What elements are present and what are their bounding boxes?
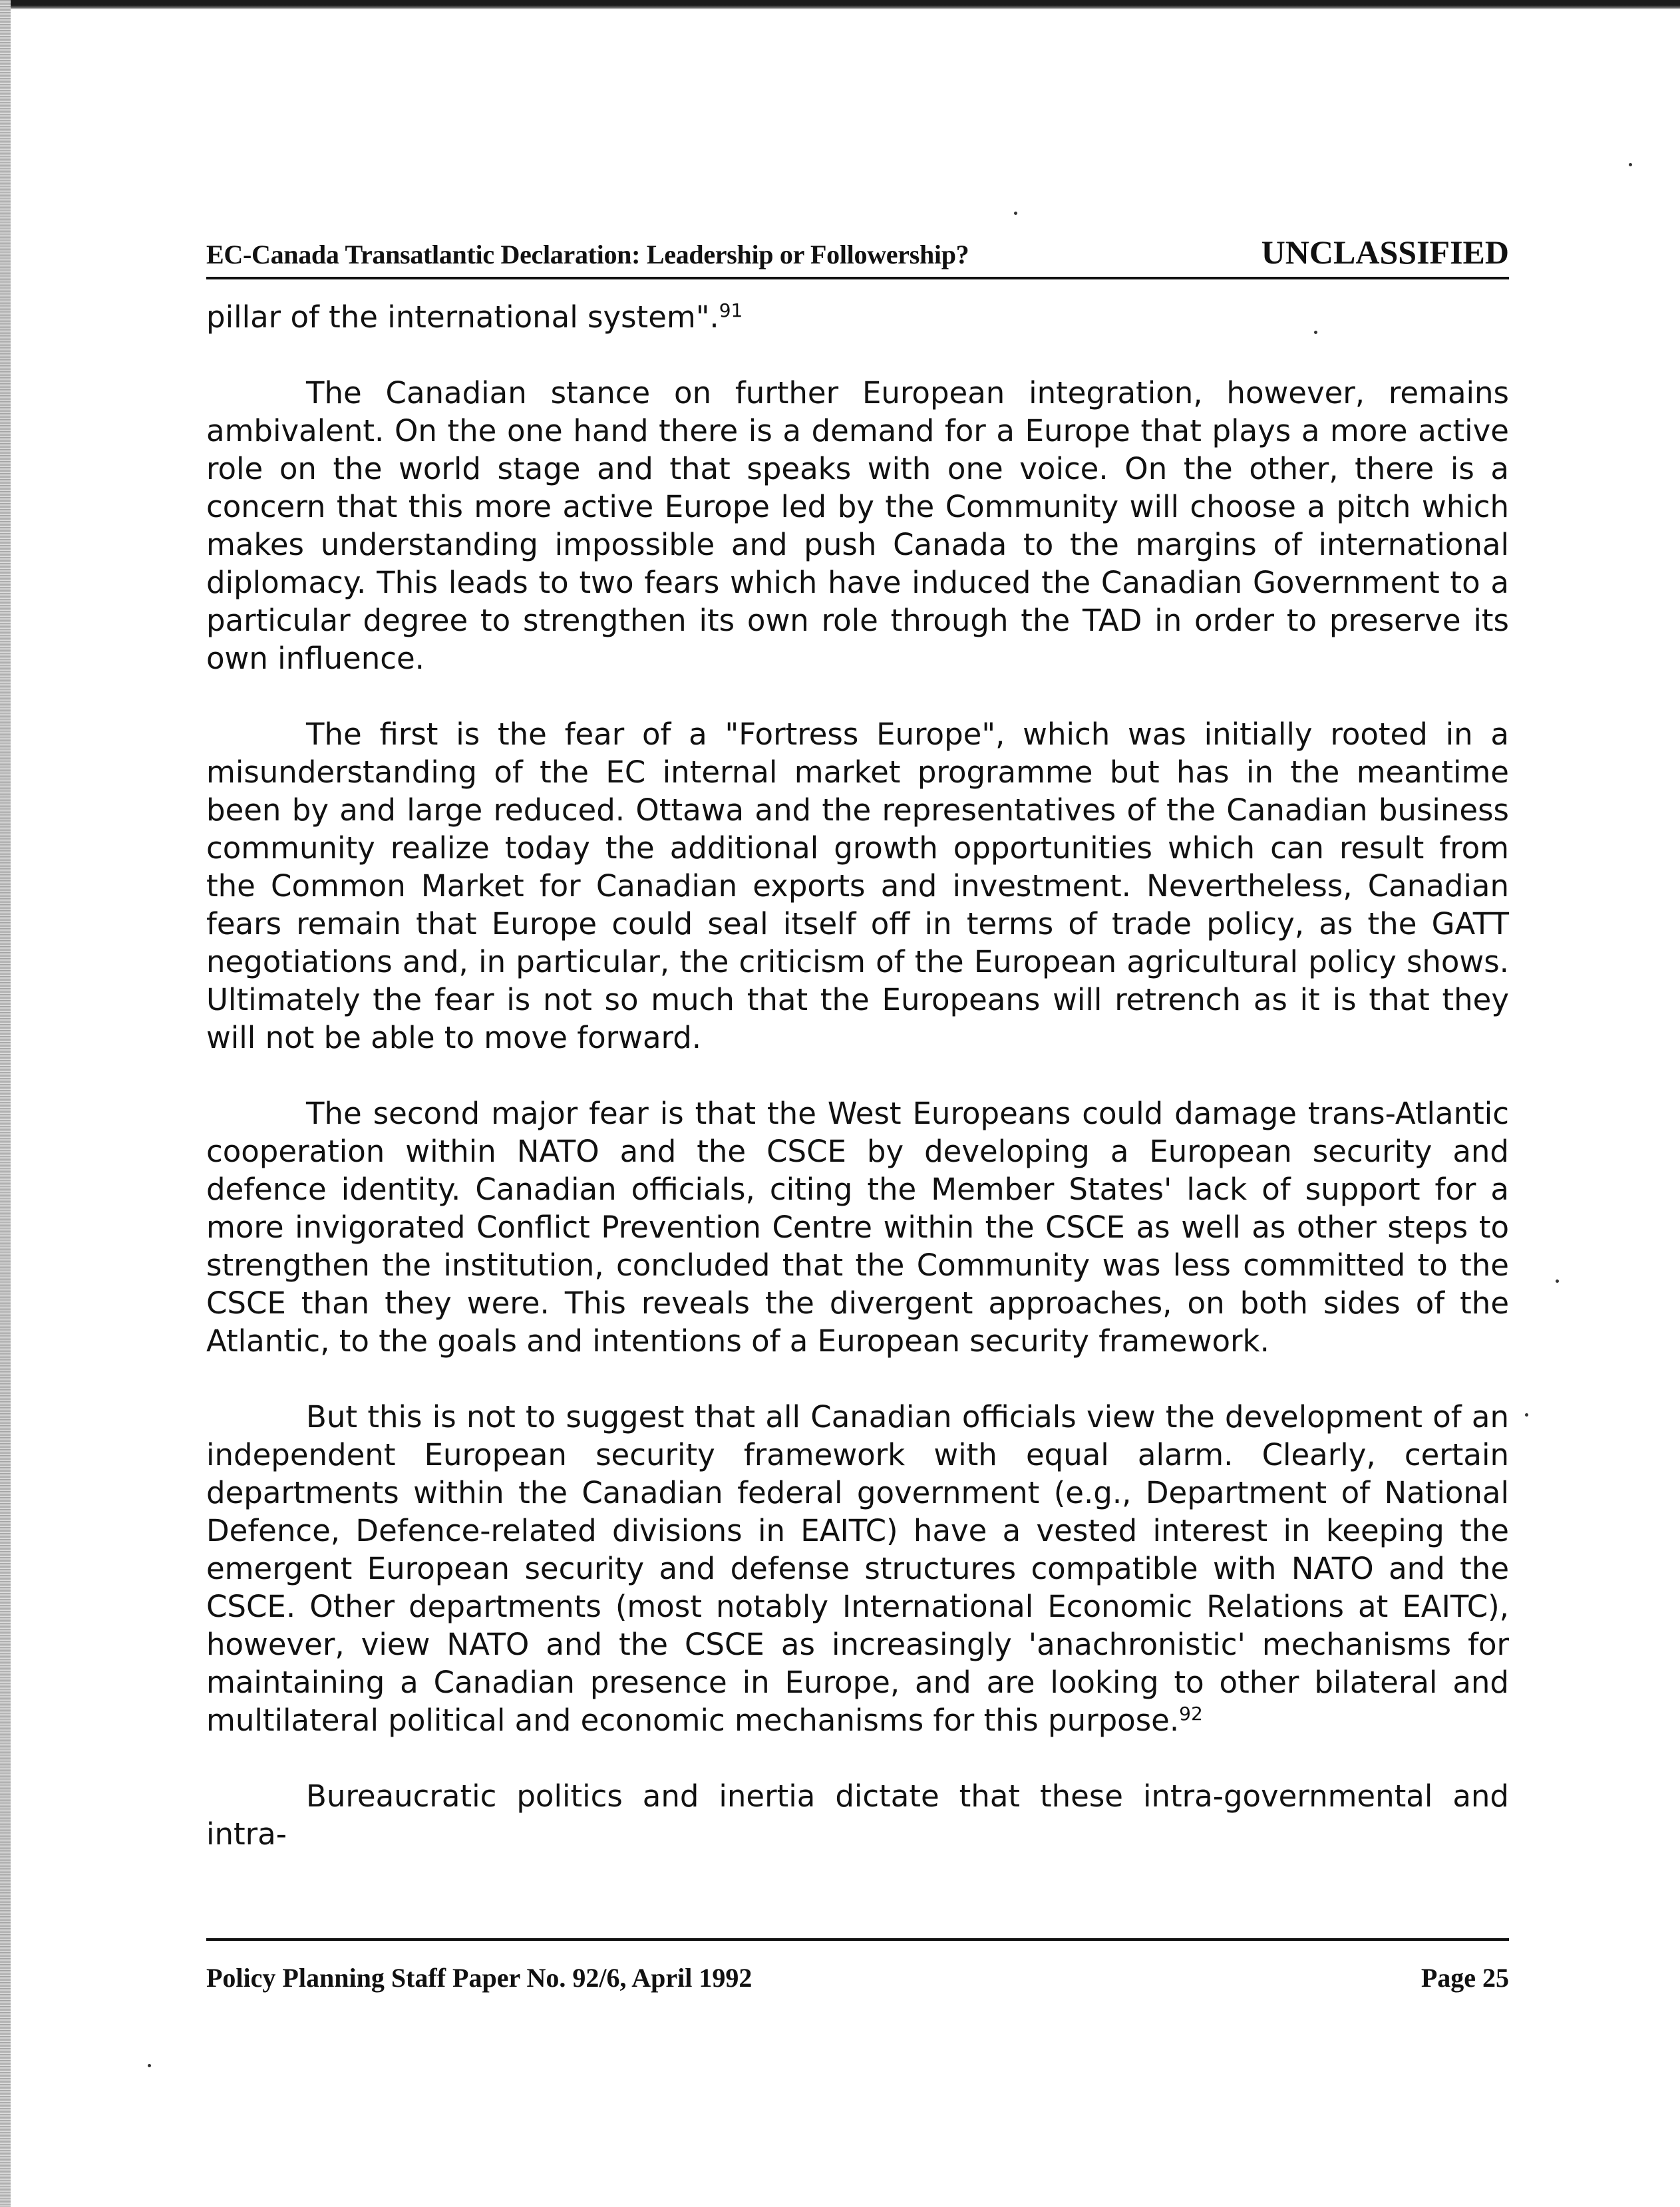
paragraph-1: The Canadian stance on further European integration, however, remains ambivalent. On the one hand there is a demand for a Europe that plays a more active role on the world stage and that speaks with one voice. On the other, there is a concern that this more active Europe led by the Community will choose a pitch which makes understanding impossible and push Canada to the margins of international diplomacy. This leads to two fears which have induced the Canadian Government to a particular degree to strengthen its own role through the TAD in order to preserve its own influence. [206,375,1509,676]
page-body [206,298,1509,1891]
scan-speck [1314,331,1317,334]
classification-label: UNCLASSIFIED [1261,234,1509,271]
paragraph-5: Bureaucratic politics and inertia dictate that these intra-governmental and intra- [206,1779,1509,1852]
running-footer [206,1938,1509,2001]
scan-speck [1525,1413,1528,1417]
scan-edge-left [0,0,11,2207]
continuation-text: pillar of the international system". [206,299,719,335]
scan-speck [148,2064,151,2067]
footnote-ref: 92 [1179,1703,1203,1725]
page-number: Page 25 [1421,1963,1509,1993]
scan-edge-top [0,0,1680,9]
running-header [206,234,1509,279]
header-title: EC-Canada Transatlantic Declaration: Leadership or Followership? [206,240,969,269]
footer-citation: Policy Planning Staff Paper No. 92/6, April 1992 [206,1963,753,1993]
paragraph-2: The first is the fear of a "Fortress Europe", which was initially rooted in a misunderstanding of the EC internal market programme but has in the meantime been by and large reduced. Ottawa and the representatives of the Canadian business community realize today the additional growth opportunities which can result from the Common Market for Canadian exports and investment. Nevertheless, Canadian fears remain that Europe could seal itself off in terms of trade policy, as the GATT negotiations and, in particular, the criticism of the European agricultural policy shows. Ultimately the fear is not so much that the Europeans will retrench as it is that they will not be able to move forward. [206,717,1509,1055]
scan-speck [1629,163,1632,166]
paragraph-4 [206,1398,1509,1739]
footnote-ref: 91 [719,299,743,321]
continuation-line [206,298,1509,336]
paragraph-3: The second major fear is that the West Europeans could damage trans-Atlantic cooperation within NATO and the CSCE by developing a European security and defence identity. Canadian officials, citing the Member States' lack of support for a more invigorated Conflict Prevention Centre within the CSCE as well as other steps to strengthen the institution, concluded that the Community was less committed to the CSCE than they were. This reveals the divergent approaches, on both sides of the Atlantic, to the goals and intentions of a European security framework. [206,1096,1509,1359]
paragraph-4-text: But this is not to suggest that all Canadian officials view the development of an independent European security framework with equal alarm. Clearly, certain departments within the Canadian federal government (e.g., Department of National Defence, Defence-related divisions in EAITC) have a vested interest in keeping the emergent European security and defense structures compatible with NATO and the CSCE. Other departments (most notably International Economic Relations at EAITC), however, view NATO and the CSCE as increasingly 'anachronistic' mechanisms for maintaining a Canadian presence in Europe, and are looking to other bilateral and multilateral political and economic mechanisms for this purpose. [206,1399,1509,1738]
scan-speck [1014,212,1017,215]
scan-speck [1556,1279,1559,1283]
